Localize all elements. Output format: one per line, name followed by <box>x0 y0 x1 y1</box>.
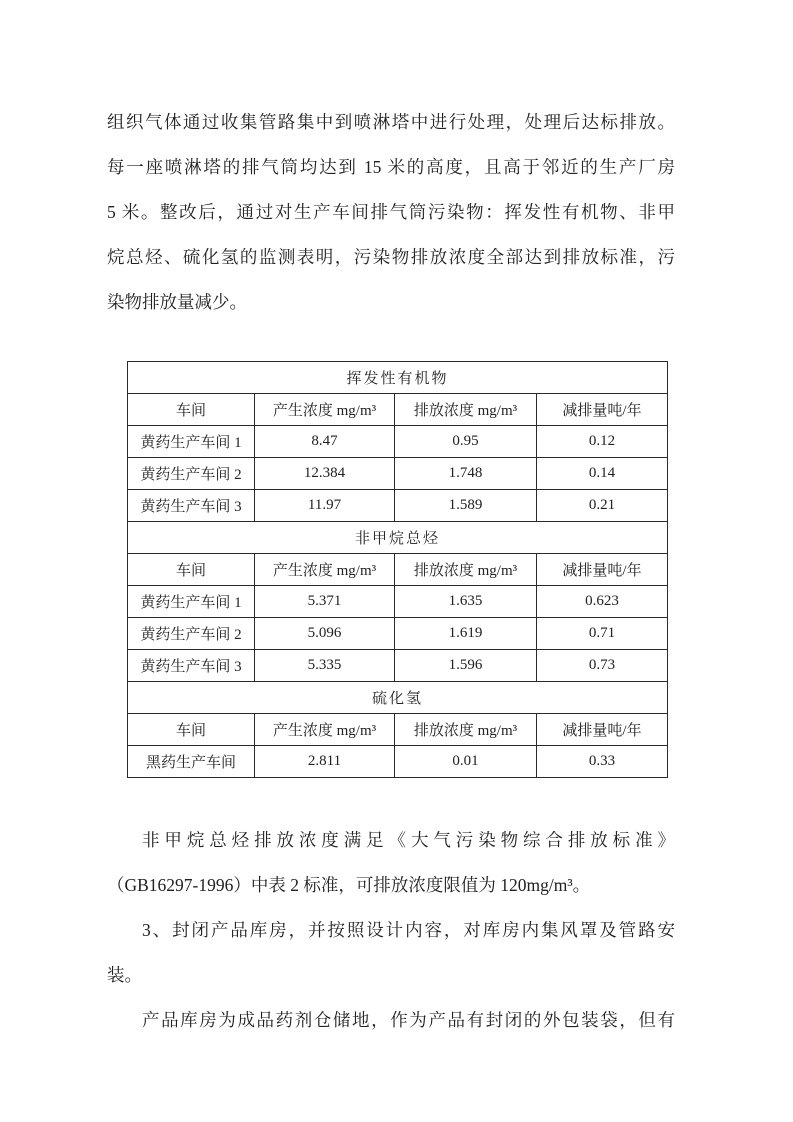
emissions-table-body <box>128 362 668 778</box>
table-header-cell: 排放浓度 mg/m³ <box>395 714 537 746</box>
text-line: 非甲烷总烃排放浓度满足《大气污染物综合排放标准》 <box>142 830 675 850</box>
table-header-cell: 排放浓度 mg/m³ <box>395 554 537 586</box>
text-line: 产品库房为成品药剂仓储地，作为产品有封闭的外包装袋，但有 <box>142 1010 675 1030</box>
table-header-row <box>128 394 668 426</box>
text-line: （GB16297-1996）中表 2 标准，可排放浓度限值为 120mg/m³。 <box>107 875 591 895</box>
workshop-name-cell: 黄药生产车间 3 <box>128 650 255 682</box>
value-cell: 2.811 <box>255 746 395 778</box>
table-section-row <box>128 522 668 554</box>
table-section-title: 挥发性有机物 <box>128 362 668 394</box>
table-header-row <box>128 714 668 746</box>
emissions-table-wrap <box>127 361 668 778</box>
table-row <box>128 618 668 650</box>
table-row <box>128 746 668 778</box>
table-header-cell: 产生浓度 mg/m³ <box>255 394 395 426</box>
table-row <box>128 458 668 490</box>
value-cell: 0.14 <box>537 458 668 490</box>
text-line: 5 米。整改后，通过对生产车间排气筒污染物：挥发性有机物、非甲 <box>107 202 675 222</box>
value-cell: 5.371 <box>255 586 395 618</box>
workshop-name-cell: 黄药生产车间 1 <box>128 586 255 618</box>
text-line: 染物排放量减少。 <box>107 292 247 312</box>
paragraph-exhaust-treatment <box>107 100 675 325</box>
text-line: 装。 <box>107 965 142 985</box>
text-line: 组织气体通过收集管路集中到喷淋塔中进行处理，处理后达标排放。 <box>107 112 675 132</box>
value-cell: 5.096 <box>255 618 395 650</box>
value-cell: 5.335 <box>255 650 395 682</box>
table-row <box>128 650 668 682</box>
text-line: 烷总烃、硫化氢的监测表明，污染物排放浓度全部达到排放标准，污 <box>107 247 675 267</box>
value-cell: 0.73 <box>537 650 668 682</box>
workshop-name-cell: 黑药生产车间 <box>128 746 255 778</box>
table-section-row <box>128 682 668 714</box>
paragraph-standards-and-warehouse <box>107 818 675 1043</box>
table-header-cell: 产生浓度 mg/m³ <box>255 554 395 586</box>
workshop-name-cell: 黄药生产车间 1 <box>128 426 255 458</box>
value-cell: 0.95 <box>395 426 537 458</box>
table-row <box>128 426 668 458</box>
value-cell: 12.384 <box>255 458 395 490</box>
table-header-cell: 排放浓度 mg/m³ <box>395 394 537 426</box>
value-cell: 0.12 <box>537 426 668 458</box>
value-cell: 1.589 <box>395 490 537 522</box>
table-header-cell: 车间 <box>128 554 255 586</box>
table-section-title: 非甲烷总烃 <box>128 522 668 554</box>
value-cell: 1.748 <box>395 458 537 490</box>
table-header-cell: 减排量吨/年 <box>537 394 668 426</box>
value-cell: 0.33 <box>537 746 668 778</box>
table-row <box>128 586 668 618</box>
text-line: 每一座喷淋塔的排气筒均达到 15 米的高度，且高于邻近的生产厂房 <box>107 157 675 177</box>
workshop-name-cell: 黄药生产车间 3 <box>128 490 255 522</box>
value-cell: 0.01 <box>395 746 537 778</box>
value-cell: 1.619 <box>395 618 537 650</box>
value-cell: 11.97 <box>255 490 395 522</box>
value-cell: 0.21 <box>537 490 668 522</box>
table-header-cell: 减排量吨/年 <box>537 714 668 746</box>
text-line: 3、封闭产品库房，并按照设计内容，对库房内集风罩及管路安 <box>142 920 675 940</box>
workshop-name-cell: 黄药生产车间 2 <box>128 458 255 490</box>
workshop-name-cell: 黄药生产车间 2 <box>128 618 255 650</box>
emissions-table <box>127 361 668 778</box>
value-cell: 0.71 <box>537 618 668 650</box>
table-header-cell: 车间 <box>128 714 255 746</box>
value-cell: 1.596 <box>395 650 537 682</box>
table-section-title: 硫化氢 <box>128 682 668 714</box>
table-header-row <box>128 554 668 586</box>
table-header-cell: 车间 <box>128 394 255 426</box>
table-header-cell: 减排量吨/年 <box>537 554 668 586</box>
value-cell: 8.47 <box>255 426 395 458</box>
value-cell: 1.635 <box>395 586 537 618</box>
value-cell: 0.623 <box>537 586 668 618</box>
table-section-row <box>128 362 668 394</box>
table-header-cell: 产生浓度 mg/m³ <box>255 714 395 746</box>
table-row <box>128 490 668 522</box>
